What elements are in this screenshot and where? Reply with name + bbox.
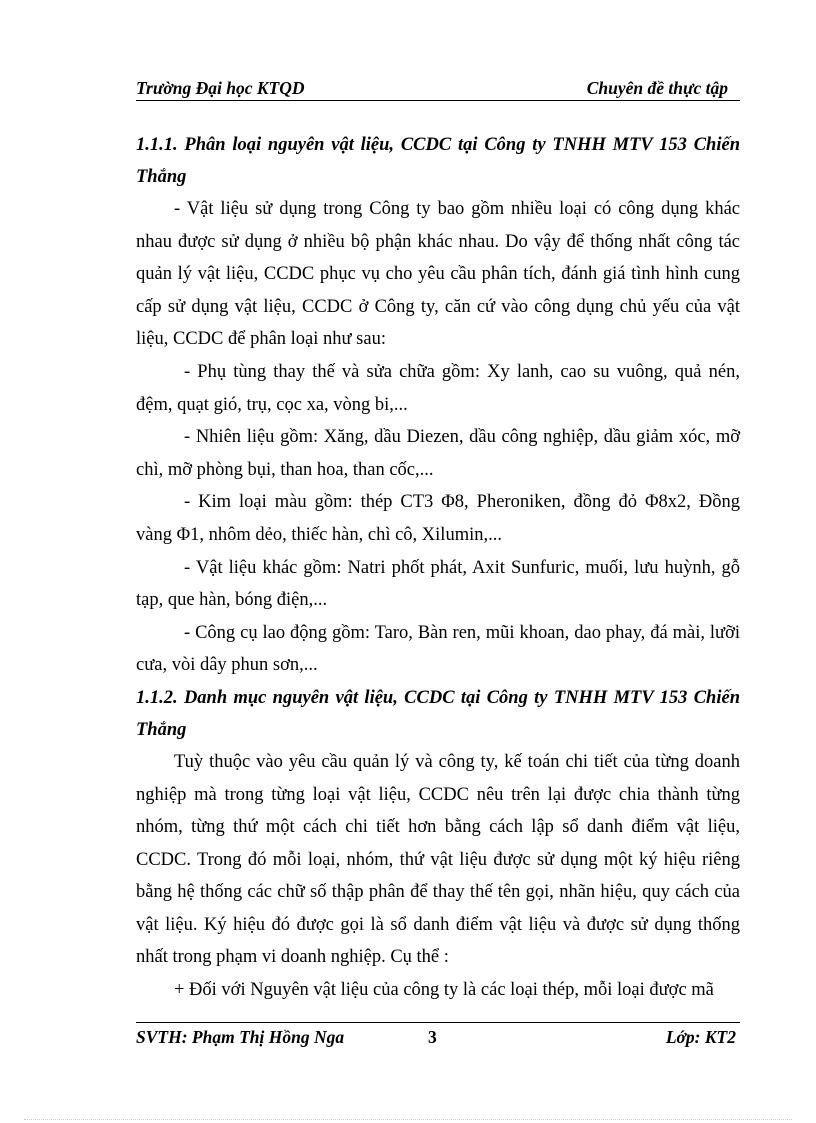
list-item-fuel: - Nhiên liệu gồm: Xăng, dầu Diezen, dầu công nghiệp, dầu giảm xóc, mỡ chì, mỡ phòng bụi, than hoa, than cốc,...	[136, 427, 740, 480]
header-document-type: Chuyên đề thực tập	[586, 78, 728, 98]
header-school-name: Trường Đại học KTQD	[136, 78, 305, 98]
footer-class: Lớp: KT2	[665, 1027, 736, 1047]
page-footer	[136, 1022, 740, 1053]
page-bottom-divider	[24, 1119, 792, 1120]
section-heading-1-1-2: 1.1.2. Danh mục nguyên vật liệu, CCDC tại Công ty TNHH MTV 153 Chiến Thắng	[136, 687, 740, 740]
footer-page-number: 3	[428, 1027, 437, 1047]
document-body	[136, 129, 740, 1007]
list-item-spare-parts: - Phụ tùng thay thế và sửa chữa gồm: Xy lanh, cao su vuông, quả nén, đệm, quạt gió, trụ, cọc xa, vòng bi,...	[136, 361, 740, 415]
section1-intro-paragraph: - Vật liệu sử dụng trong Công ty bao gồm nhiều loại có công dụng khác nhau được sử dụng ở nhiều bộ phận khác nhau. Do vậy để thống nhất công tác quản lý vật liệu, CCDC phục vụ cho yêu cầu phân tích, đánh giá tình hình cung cấp sử dụng vật liệu, CCDC ở Công ty, căn cứ vào công dụng chủ yếu của vật liệu, CCDC để phân loại như sau:	[136, 199, 740, 350]
list-item-nonferrous-metals: - Kim loại màu gồm: thép CT3 Φ8, Pheroniken, đồng đỏ Φ8x2, Đồng vàng Φ1, nhôm dẻo, thiếc hàn, chì cô, Xilumin,...	[136, 492, 740, 545]
footer-student-name: SVTH: Phạm Thị Hồng Nga	[136, 1027, 345, 1047]
list-item-labor-tools: - Công cụ lao động gồm: Taro, Bàn ren, mũi khoan, dao phay, đá mài, lưỡi cưa, vòi dây phun sơn,...	[136, 622, 740, 676]
section2-paragraph: Tuỳ thuộc vào yêu cầu quản lý và công ty, kế toán chi tiết của từng doanh nghiệp mà trong từng loại vật liệu, CCDC nêu trên lại được chia thành từng nhóm, từng thứ một cách chi tiết hơn bằng cách lập sổ danh điểm vật liệu, CCDC. Trong đó mỗi loại, nhóm, thứ vật liệu được sử dụng một ký hiệu riêng bằng hệ thống các chữ số thập phân để thay thế tên gọi, nhãn hiệu, quy cách của vật liệu. Ký hiệu đó được gọi là sổ danh điểm vật liệu và được sử dụng thống nhất trong phạm vi doanh nghiệp. Cụ thể :	[136, 751, 740, 968]
page-header	[136, 76, 740, 101]
section2-last-line: + Đối với Nguyên vật liệu của công ty là các loại thép, mỗi loại được mã	[174, 980, 714, 1001]
list-item-other-materials: - Vật liệu khác gồm: Natri phốt phát, Axit Sunfuric, muối, lưu huỳnh, gỗ tạp, que hàn, bóng điện,...	[136, 557, 740, 611]
section-heading-1-1-1: 1.1.1. Phân loại nguyên vật liệu, CCDC tại Công ty TNHH MTV 153 Chiến Thắng	[136, 135, 740, 187]
